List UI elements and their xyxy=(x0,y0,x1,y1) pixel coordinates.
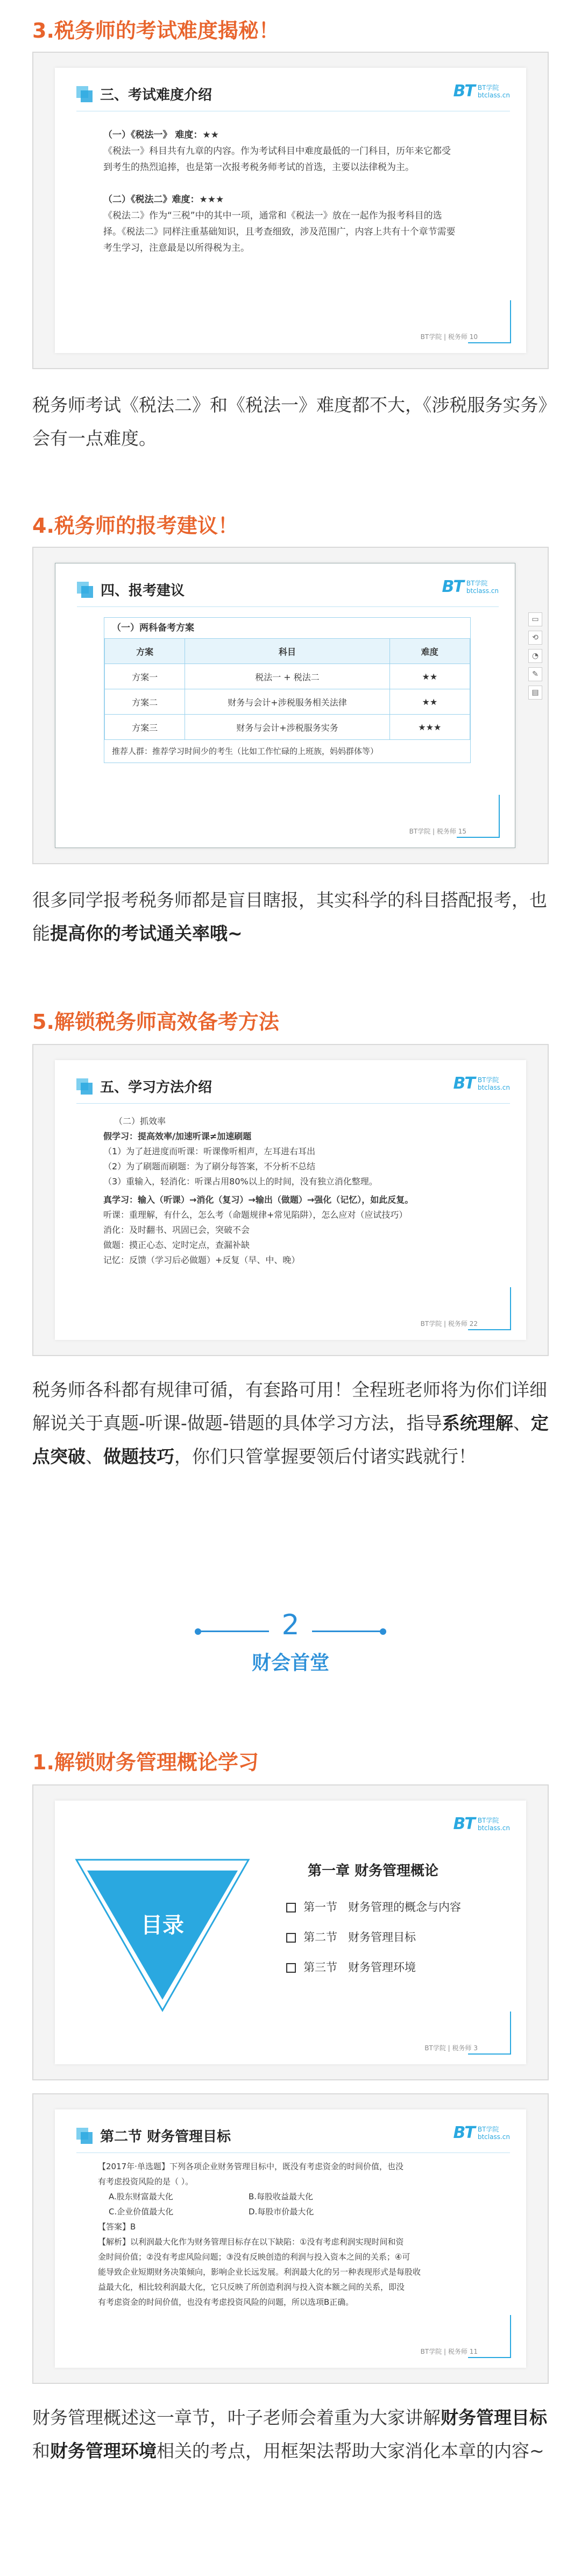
explanation-line: 有考虑资金的时间价值，也没有考虑投资风险的问题，所以选项B正确。 xyxy=(98,2297,354,2307)
bt-logo xyxy=(442,577,499,596)
section-title-methods: 5.解锁税务师高效备考方法 xyxy=(32,1010,279,1034)
slide-frame-advice xyxy=(32,547,549,864)
square-icon xyxy=(76,86,93,102)
explanation-line: 【解析】以利润最大化作为财务管理目标存在以下缺陷：①没有考虑利润实现时间和资 xyxy=(98,2237,404,2247)
finance-highlight: 财务管理环境 xyxy=(50,2440,157,2461)
footer-text: BT学院 | 税务师 xyxy=(420,333,467,341)
method-line: 消化：及时翻书、巩固已会，突破不会 xyxy=(103,1225,250,1235)
divider xyxy=(76,1103,510,1104)
explanation-line: 能导致企业短期财务决策倾向，影响企业长远发展。利润最大化的另一种表现形式是每股收 xyxy=(98,2267,421,2277)
bt-logo-icon: BT xyxy=(453,2123,474,2142)
method-line: 做题：摸正心态、定时定点，查漏补缺 xyxy=(103,1240,250,1250)
table-row xyxy=(105,689,470,715)
page-number: 15 xyxy=(458,828,466,835)
item2-body-line: 择。《税法二》同样注重基础知识，且考查细致，涉及范围广，内容上共有十个章节需要 xyxy=(103,227,456,237)
item1-title: （一）《税法一》 难度：★★ xyxy=(103,130,219,140)
logo-text: BT学院 xyxy=(477,83,499,91)
recommend-text: 推荐人群：推荐学习时间少的考生（比如工作忙碌的上班族，妈妈群体等） xyxy=(112,746,379,756)
table-cell: ★★ xyxy=(389,689,470,715)
toc-item-no: 第三节 xyxy=(303,1961,337,1974)
slide-frame-goals xyxy=(32,2093,549,2384)
checkbox-icon xyxy=(286,1903,296,1912)
column-header: 难度 xyxy=(389,639,470,664)
plan-subheading: （一）两科备考方案 xyxy=(112,623,194,633)
corner-decoration xyxy=(457,837,500,838)
slide-toc xyxy=(55,1801,526,2064)
plan-box xyxy=(104,617,471,763)
question-line: 【2017年·单选题】下列各项企业财务管理目标中，既没有考虑资金的时间价值，也没 xyxy=(98,2162,403,2171)
corner-decoration xyxy=(499,795,500,838)
slide-footer xyxy=(421,2347,478,2356)
bt-logo-icon: BT xyxy=(453,1074,474,1093)
option: B.每股收益最大化 xyxy=(249,2192,314,2201)
slide-frame-methods xyxy=(32,1044,549,1356)
chapter-number: 2 xyxy=(281,1609,300,1641)
paragraph-methods xyxy=(32,1373,549,1473)
explanation-line: 金时间价值；②没有考虑风险问题；③没有反映创造的利润与投入资本之间的关系；④可 xyxy=(98,2252,410,2262)
method-line: 听课：重理解，有什么，怎么考（命题规律+常见陷阱），怎么应对（应试技巧） xyxy=(103,1210,408,1220)
toc-item-name: 财务管理环境 xyxy=(348,1961,416,1974)
section-title-finance: 1.解锁财务管理概论学习 xyxy=(32,1751,259,1774)
bt-logo xyxy=(454,82,510,101)
real-study: 真学习：输入（听课）→消化（复习）→输出（做题）→强化（记忆），如此反复。 xyxy=(103,1195,414,1205)
advice-highlight: 提高你的考试通关率哦~ xyxy=(50,923,243,944)
slide-body xyxy=(103,1114,523,1268)
slide-heading-text: 第二节 财务管理目标 xyxy=(100,2129,231,2145)
logo-text: BT学院 xyxy=(477,1816,499,1824)
logo-url: btclass.cn xyxy=(477,1824,510,1832)
slide-frame-difficulty xyxy=(32,52,549,369)
pen-tool-icon[interactable]: ✎ xyxy=(528,667,542,681)
table-row xyxy=(105,664,470,689)
divider xyxy=(76,2152,510,2153)
methods-highlight: 定点突破 xyxy=(32,1413,549,1467)
corner-decoration xyxy=(468,2053,511,2055)
slide-toolbar xyxy=(528,612,544,700)
bt-logo-icon: BT xyxy=(453,1815,474,1833)
slide-heading xyxy=(76,84,212,104)
slide-frame-toc xyxy=(32,1784,549,2080)
checkbox-icon xyxy=(286,1933,296,1943)
logo-url: btclass.cn xyxy=(466,587,499,595)
corner-decoration xyxy=(510,2315,511,2358)
page-number: 11 xyxy=(469,2348,478,2355)
finance-highlight: 财务管理目标 xyxy=(441,2407,547,2428)
methods-highlight: 做题技巧 xyxy=(103,1446,174,1467)
column-header: 方案 xyxy=(105,639,185,664)
table-header-row xyxy=(105,639,470,664)
methods-highlight: 系统理解 xyxy=(442,1413,513,1434)
option: C.企业价值最大化 xyxy=(109,2207,174,2217)
table-cell: 方案二 xyxy=(105,689,185,715)
chapter-title: 财会首堂 xyxy=(251,1652,329,1674)
footer-text: BT学院 | 税务师 xyxy=(424,2044,472,2052)
table-cell: 方案三 xyxy=(105,715,185,740)
toc-item[interactable] xyxy=(286,1952,461,1982)
answer: 【答案】B xyxy=(98,2222,136,2232)
slide-footer xyxy=(421,332,478,341)
logo-text: BT学院 xyxy=(477,1076,499,1084)
methods-text: 、 xyxy=(86,1446,103,1467)
logo-text: BT学院 xyxy=(466,579,488,587)
method-sub: （二）抓效率 xyxy=(114,1116,166,1126)
methods-text: 税务师各科都有规律可循，有套路可用！全程班老师将为你们详细解说关于真题-听课-做题-错题的具体学习方法，指导 xyxy=(32,1379,547,1434)
section-title-advice: 4.税务师的报考建议！ xyxy=(32,514,238,538)
finance-text: 相关的考点，用框架法帮助大家消化本章的内容~ xyxy=(157,2440,544,2461)
fake-study: 假学习：提高效率/加速听课≠加速刷题 xyxy=(103,1131,252,1141)
paragraph-finance xyxy=(32,2401,549,2468)
table-row xyxy=(105,715,470,740)
square-icon xyxy=(76,2128,93,2144)
advice-text: 很多同学报考税务师都是盲目瞎报，其实科学的科目搭配报考，也能 xyxy=(32,890,547,944)
item2-title: （二）《税法二》难度：★★★ xyxy=(103,194,224,205)
slide-heading xyxy=(77,580,185,599)
slide-body xyxy=(98,2159,507,2310)
footer-text: BT学院 | 税务师 xyxy=(409,828,456,835)
bt-logo xyxy=(454,1815,510,1833)
page-number: 3 xyxy=(473,2044,478,2052)
option-row xyxy=(98,2189,507,2204)
item1-body-line: 到考生的热烈追捧，也是第一次报考税务师考试的首选，主要以法律税为主。 xyxy=(103,162,414,173)
option: A.股东财富最大化 xyxy=(109,2192,173,2201)
item2-body-line: 考生学习，注意最是以所得税为主。 xyxy=(103,243,250,253)
slide-goals xyxy=(55,2109,526,2368)
item1-body-line: 《税法一》科目共有九章的内容。作为考试科目中难度最低的一门科目，历年来它都受 xyxy=(103,146,451,157)
slide-footer xyxy=(424,2043,478,2052)
divider-dot-right xyxy=(380,1628,386,1635)
toc-item-name: 财务管理的概念与内容 xyxy=(348,1901,462,1914)
item2-body-line: 《税法二》作为“三税”中的其中一项，通常和《税法一》放在一起作为报考科目的选 xyxy=(103,210,442,221)
corner-decoration xyxy=(510,1287,511,1330)
slide-footer xyxy=(421,1319,478,1328)
method-line: 记忆：反馈（学习后必做题）+反复（早、中、晚） xyxy=(103,1255,300,1265)
table-cell: ★★★ xyxy=(389,715,470,740)
toc-chapter-title: 第一章 财务管理概论 xyxy=(308,1863,439,1879)
slide-difficulty xyxy=(55,68,526,353)
toc-item-no: 第二节 xyxy=(303,1931,337,1944)
question-line: 有考虑投资风险的是（ ）。 xyxy=(98,2177,194,2186)
layout-tool-icon[interactable]: ▤ xyxy=(528,686,542,700)
method-line: （3）重输入，轻消化：听课占用80%以上的时间，没有独立消化整理。 xyxy=(103,1176,378,1187)
toc-item[interactable] xyxy=(286,1922,461,1952)
bt-logo-icon: BT xyxy=(442,577,463,596)
paragraph-advice xyxy=(32,884,549,950)
column-header: 科目 xyxy=(185,639,389,664)
bt-logo xyxy=(454,1074,510,1093)
bt-logo xyxy=(454,2123,510,2142)
corner-decoration xyxy=(468,1329,511,1330)
corner-decoration xyxy=(468,342,511,343)
frame-tool-icon[interactable]: ▭ xyxy=(528,612,542,626)
table-cell: 财务与会计+涉税服务相关法律 xyxy=(185,689,389,715)
logo-url: btclass.cn xyxy=(477,1083,510,1091)
checkbox-icon xyxy=(286,1963,296,1973)
toc-list xyxy=(286,1892,461,1982)
slide-methods xyxy=(55,1060,526,1340)
slide-heading-text: 四、报考建议 xyxy=(101,583,185,599)
paragraph-difficulty: 税务师考试《税法二》和《税法一》难度都不大，《涉税服务实务》会有一点难度。 xyxy=(32,394,547,449)
slide-heading-text: 五、学习方法介绍 xyxy=(100,1079,212,1096)
section-title-difficulty: 3.税务师的考试难度揭秘！ xyxy=(32,19,279,43)
explanation-line: 益最大化，相比较利润最大化，它只反映了所创造利润与投入资本额之间的关系，即没 xyxy=(98,2282,405,2292)
slide-footer xyxy=(409,827,466,836)
toc-item-name: 财务管理目标 xyxy=(348,1931,416,1944)
table-cell: 税法一 + 税法二 xyxy=(185,664,389,689)
logo-text: BT学院 xyxy=(477,2125,499,2133)
toc-label: 目录 xyxy=(141,1913,184,1938)
option: D.每股市价最大化 xyxy=(249,2207,314,2217)
methods-text: 、 xyxy=(513,1413,531,1434)
finance-text: 财务管理概述这一章节，叶子老师会着重为大家讲解 xyxy=(32,2407,441,2428)
plan-table xyxy=(104,638,470,740)
slide-advice xyxy=(55,563,515,848)
table-cell: 财务与会计+涉税服务实务 xyxy=(185,715,389,740)
style-tool-icon[interactable]: ◔ xyxy=(528,649,542,663)
slide-heading-text: 三、考试难度介绍 xyxy=(100,87,212,103)
undo-tool-icon[interactable]: ⟲ xyxy=(528,631,542,645)
slide-heading xyxy=(76,2126,231,2146)
divider-line-right xyxy=(312,1631,382,1632)
page-number: 22 xyxy=(469,1320,478,1328)
corner-decoration xyxy=(510,2012,511,2055)
footer-text: BT学院 | 税务师 xyxy=(420,2348,467,2355)
table-cell: ★★ xyxy=(389,664,470,689)
table-cell: 方案一 xyxy=(105,664,185,689)
method-line: （2）为了刷题而刷题：为了刷分每答案，不分析不总结 xyxy=(103,1161,316,1171)
corner-decoration xyxy=(468,2357,511,2358)
square-icon xyxy=(77,582,93,598)
divider xyxy=(77,606,499,607)
slide-body xyxy=(103,127,512,256)
chapter-divider xyxy=(0,1609,581,1679)
option-row xyxy=(98,2204,507,2219)
bt-logo-icon: BT xyxy=(453,82,474,101)
corner-decoration xyxy=(510,300,511,343)
slide-heading xyxy=(76,1076,212,1096)
logo-url: btclass.cn xyxy=(477,91,510,99)
toc-item[interactable] xyxy=(286,1892,461,1922)
finance-text: 和 xyxy=(32,2440,50,2461)
logo-url: btclass.cn xyxy=(477,2133,510,2141)
toc-item-no: 第一节 xyxy=(303,1901,337,1914)
methods-text: ，你们只管掌握要领后付诸实践就行！ xyxy=(174,1446,476,1467)
method-line: （1）为了赶进度而听课：听课像听相声，左耳进右耳出 xyxy=(103,1146,316,1156)
footer-text: BT学院 | 税务师 xyxy=(420,1320,467,1328)
square-icon xyxy=(76,1078,93,1095)
page-number: 10 xyxy=(469,333,478,341)
